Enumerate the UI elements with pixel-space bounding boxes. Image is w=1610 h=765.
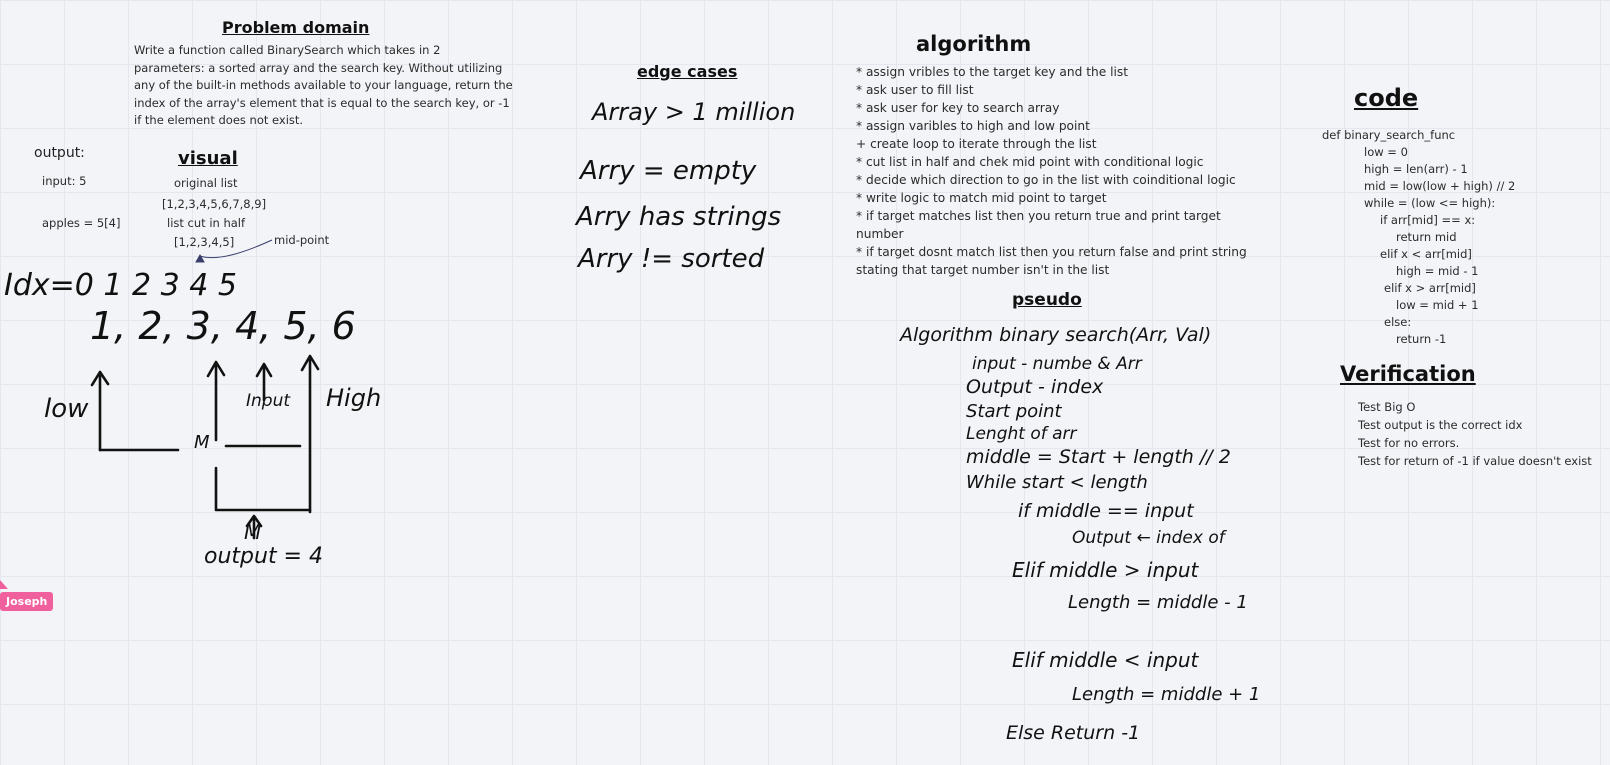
idx-row: Idx=0 1 2 3 4 5 (4, 268, 237, 303)
cut-list-label: list cut in half (167, 216, 246, 230)
algorithm-line: * ask user to fill list (856, 83, 974, 97)
edge-case-item: Arry has strings (576, 202, 782, 232)
pseudo-line: Length = middle + 1 (1072, 684, 1261, 705)
collaborator-cursor-icon (0, 580, 10, 592)
visual-title: visual (178, 148, 238, 169)
edge-cases-title: edge cases (637, 62, 738, 81)
code-line: def binary_search_func (1322, 128, 1456, 142)
algorithm-title: algorithm (916, 32, 1032, 56)
pseudo-line: Algorithm binary search(Arr, Val) (900, 324, 1212, 346)
code-line: low = 0 (1364, 145, 1408, 159)
algorithm-line: + create loop to iterate through the list (856, 137, 1097, 151)
pseudo-line: middle = Start + length // 2 (966, 446, 1231, 468)
code-line: elif x > arr[mid] (1384, 281, 1476, 295)
verification-line: Test Big O (1358, 400, 1416, 414)
code-line: if arr[mid] == x: (1380, 213, 1476, 227)
pseudo-line: Else Return -1 (1006, 722, 1141, 744)
values-row: 1, 2, 3, 4, 5, 6 (90, 304, 356, 348)
cut-list: [1,2,3,4,5] (174, 235, 235, 249)
output-result: output = 4 (204, 544, 323, 569)
pseudo-line: Output - index (966, 376, 1104, 398)
input-text: input: 5 (42, 174, 87, 188)
midpoint-m-label: M (194, 432, 210, 453)
code-line: return -1 (1396, 332, 1447, 346)
pseudo-line: While start < length (966, 472, 1148, 493)
pseudo-line: Length = middle - 1 (1068, 592, 1248, 613)
pseudo-line: Start point (966, 401, 1062, 422)
pseudo-line: Elif middle > input (1012, 558, 1199, 582)
code-line: else: (1384, 315, 1412, 329)
midpoint-label: mid-point (274, 233, 330, 247)
pseudo-title: pseudo (1012, 290, 1082, 310)
edge-case-item: Arry != sorted (578, 244, 765, 274)
pseudo-line: if middle == input (1018, 500, 1194, 522)
code-line: high = len(arr) - 1 (1364, 162, 1468, 176)
algorithm-line: * decide which direction to go in the list with coinditional logic (856, 173, 1236, 187)
algorithm-line: * cut list in half and chek mid point with conditional logic (856, 155, 1204, 169)
code-line: high = mid - 1 (1396, 264, 1479, 278)
pseudo-line: Lenght of arr (966, 424, 1077, 444)
algorithm-line: * assign varibles to high and low point (856, 119, 1090, 133)
algorithm-list (856, 63, 1247, 279)
input-label: Input (246, 391, 291, 411)
algorithm-line: * if target dosnt match list then you return false and print string (856, 245, 1247, 259)
algorithm-line: stating that target number isn't in the list (856, 263, 1110, 277)
code-line: low = mid + 1 (1396, 298, 1479, 312)
verification-line: Test output is the correct idx (1358, 418, 1523, 432)
apples-text: apples = 5[4] (42, 216, 121, 230)
algorithm-line: * assign vribles to the target key and the list (856, 65, 1129, 79)
high-label: High (326, 384, 382, 412)
original-list: [1,2,3,4,5,6,7,8,9] (162, 197, 267, 211)
output-label: output: (34, 145, 85, 161)
verification-line: Test for return of -1 if value doesn't exist (1358, 454, 1592, 468)
code-line: elif x < arr[mid] (1380, 247, 1472, 261)
edge-case-item: Arry = empty (580, 156, 757, 186)
verification-title: Verification (1340, 362, 1476, 386)
algorithm-line: * ask user for key to search array (856, 101, 1060, 115)
pseudo-line: input - numbe & Arr (972, 354, 1142, 374)
code-line: while = (low <= high): (1364, 196, 1496, 210)
original-list-label: original list (174, 176, 238, 190)
algorithm-line: * if target matches list then you return true and print target (856, 209, 1221, 223)
algorithm-line: number (856, 227, 904, 241)
problem-domain-title: Problem domain (222, 18, 370, 37)
pseudo-line: Output ← index of (1072, 528, 1225, 548)
verification-line: Test for no errors. (1358, 436, 1460, 450)
code-title: code (1354, 84, 1419, 112)
edge-case-item: Array > 1 million (592, 98, 796, 126)
low-label: low (44, 394, 89, 424)
problem-domain-text: Write a function called BinarySearch which takes in 2 parameters: a sorted array and the search key. Without utilizing any of the built-in methods available to your language, return the index of the array's element that is equal to the search key, or -1 if the element does not exist. (134, 43, 513, 127)
algorithm-line: * write logic to match mid point to target (856, 191, 1107, 205)
code-line: return mid (1396, 230, 1457, 244)
midpoint-m-label-2: M (244, 520, 262, 544)
code-line: mid = low(low + high) // 2 (1364, 179, 1516, 193)
pseudo-line: Elif middle < input (1012, 648, 1199, 672)
collaborator-cursor-label: Joseph (0, 592, 53, 611)
